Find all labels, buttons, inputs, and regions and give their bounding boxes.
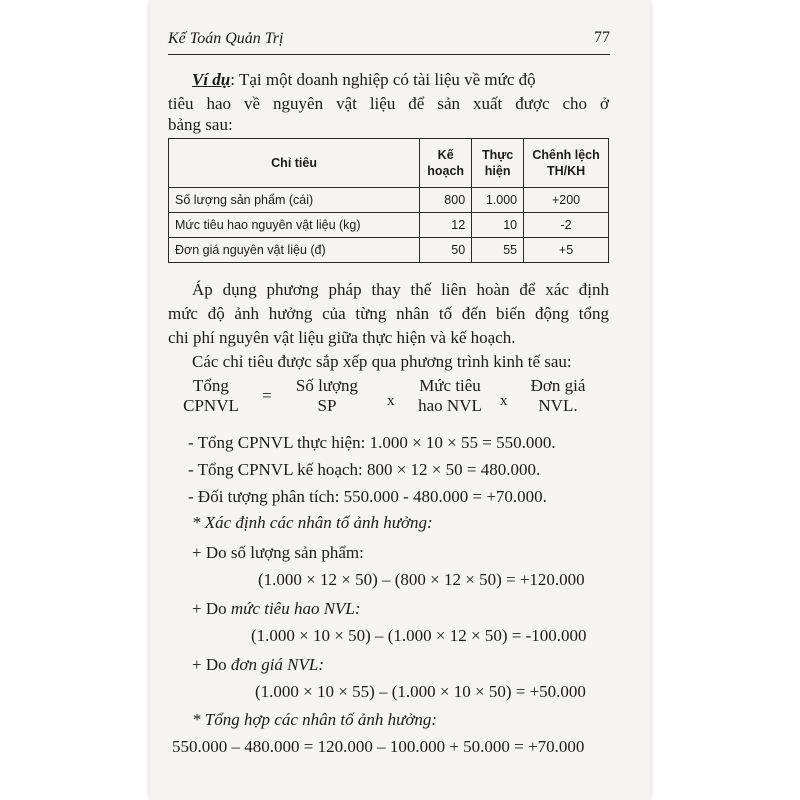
summary-formula: 550.000 – 480.000 = 120.000 – 100.000 + 50.000 = +70.000 [172, 737, 585, 756]
equation-equals: = [262, 386, 272, 405]
factor-price-title [192, 655, 324, 675]
table-cell: 55 [472, 238, 524, 263]
table-cell: 800 [420, 188, 472, 213]
table-cell: 10 [472, 213, 524, 238]
table-cell: Mức tiêu hao nguyên vật liệu (kg) [169, 213, 420, 238]
calc-analysis-object: - Đối tượng phân tích: 550.000 - 480.000 = +70.000. [188, 487, 547, 506]
intro-text-1: : Tại một doanh nghiệp có tài liệu về mức độ [230, 70, 536, 89]
example-label: Ví dụ [192, 70, 231, 89]
table-row [169, 188, 609, 213]
page-header [168, 26, 610, 55]
table-cell: 1.000 [472, 188, 524, 213]
table-header-row [169, 139, 609, 188]
table-header: Chênh lệch TH/KH [524, 139, 609, 188]
factor-quantity-title: + Do số lượng sản phẩm: [192, 543, 364, 562]
equation-term-total: Tổng CPNVL [183, 376, 239, 415]
equation-times-2: x [500, 393, 508, 409]
equation-times-1: x [387, 393, 395, 409]
equation-term-unit-price: Đơn giá NVL. [530, 376, 586, 415]
equation-term-consumption: Mức tiêu hao NVL [418, 376, 482, 415]
table-header: Chỉ tiêu [169, 139, 420, 188]
paragraph-line-4: Các chỉ tiêu được sắp xếp qua phương trình kinh tế sau: [192, 352, 572, 371]
factor-price-prefix: + Do [192, 655, 231, 674]
factor-consumption-label: mức tiêu hao NVL: [230, 599, 361, 618]
data-table [168, 138, 609, 263]
paragraph-line-1: Áp dụng phương pháp thay thế liên hoàn để xác định [192, 280, 609, 299]
calc-actual-total: - Tổng CPNVL thực hiện: 1.000 × 10 × 55 = 550.000. [188, 433, 556, 452]
table-cell: +200 [524, 188, 609, 213]
factor-quantity-formula: (1.000 × 12 × 50) – (800 × 12 × 50) = +120.000 [258, 570, 585, 589]
summary-title: * Tổng hợp các nhân tố ảnh hưởng: [192, 710, 438, 729]
table-cell: -2 [524, 213, 609, 238]
intro-line-1 [192, 70, 536, 90]
table-cell: +5 [524, 238, 609, 263]
factor-consumption-prefix: + Do [192, 599, 231, 618]
intro-line-2: tiêu hao về nguyên vật liệu để sản xuất được cho ở [168, 94, 609, 113]
factor-price-formula: (1.000 × 10 × 55) – (1.000 × 10 × 50) = +50.000 [255, 682, 586, 701]
calc-planned-total: - Tổng CPNVL kế hoạch: 800 × 12 × 50 = 480.000. [188, 460, 541, 479]
table-header: Kế hoạch [420, 139, 472, 188]
factors-title: * Xác định các nhân tố ảnh hưởng: [192, 513, 433, 532]
table-cell: Số lượng sản phẩm (cái) [169, 188, 420, 213]
intro-line-3: bảng sau: [168, 115, 233, 134]
factor-consumption-formula: (1.000 × 10 × 50) – (1.000 × 12 × 50) = -100.000 [251, 626, 587, 645]
page-number: 77 [594, 29, 610, 46]
table-cell: 50 [420, 238, 472, 263]
book-title: Kế Toán Quản Trị [168, 30, 284, 47]
table-row [169, 213, 609, 238]
paragraph-line-2: mức độ ảnh hưởng của từng nhân tố đến biến động tổng [168, 304, 609, 323]
table-header: Thực hiện [472, 139, 524, 188]
table-cell: 12 [420, 213, 472, 238]
factor-price-label: đơn giá NVL: [230, 655, 325, 674]
table-row [169, 238, 609, 263]
paragraph-line-3: chi phí nguyên vật liệu giữa thực hiện và kế hoạch. [168, 328, 516, 347]
factor-consumption-title [192, 599, 361, 619]
equation-term-quantity: Số lượng SP [295, 376, 359, 415]
table-cell: Đơn giá nguyên vật liệu (đ) [169, 238, 420, 263]
